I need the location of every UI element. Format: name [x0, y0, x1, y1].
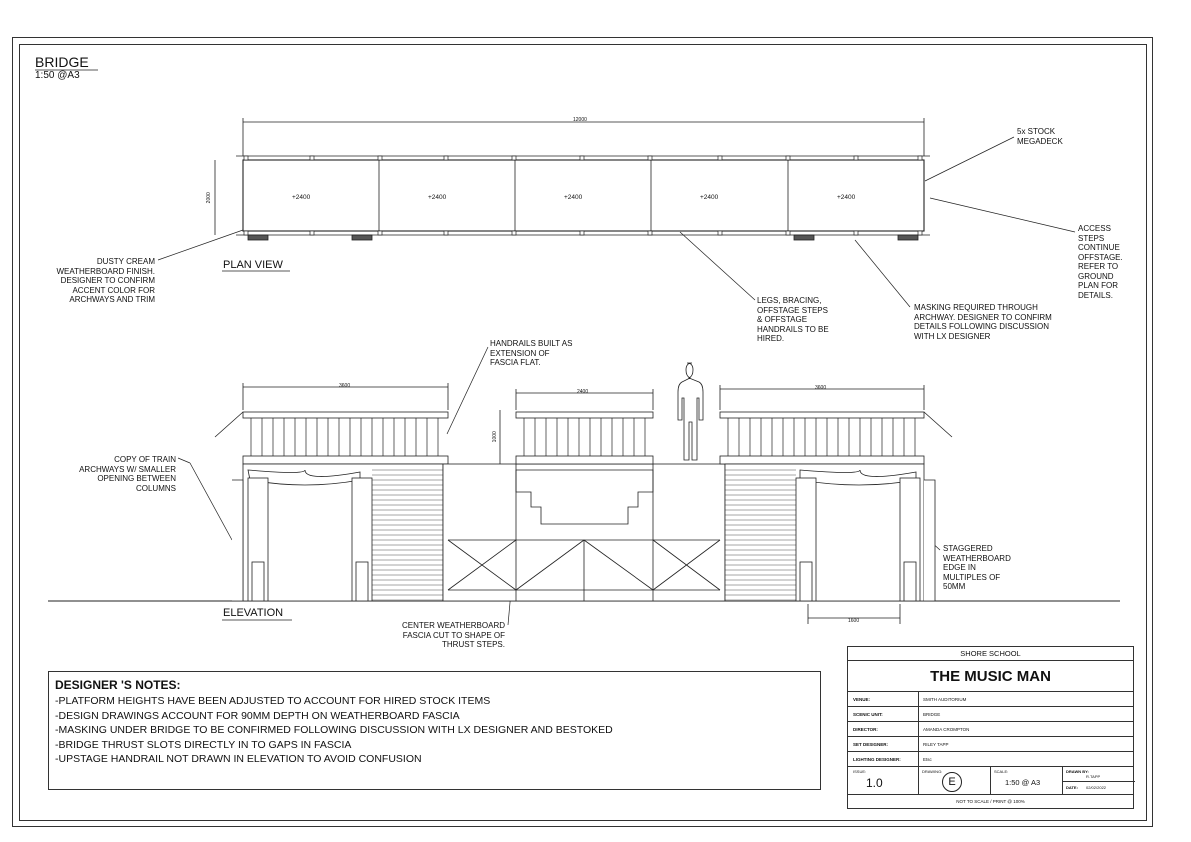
deck-1-label: +2400 — [292, 194, 311, 201]
elev-left-span-dim: 3600 — [339, 383, 351, 389]
elev-handrail-dim: 1000 — [491, 431, 498, 443]
tb-row-director: DIRECTOR: AMANDA CROMPTON — [848, 722, 1133, 737]
deck-2-label: +2400 — [428, 194, 447, 201]
note-line: -UPSTAGE HANDRAIL NOT DRAWN IN ELEVATION TO AVOID CONFUSION — [55, 753, 422, 766]
tb-row-lighting-designer: LIGHTING DESIGNER: Etsc — [848, 752, 1133, 767]
tb-row-set-designer: SET DESIGNER: RILEY TAPP — [848, 737, 1133, 752]
callout-megadeck: 5x STOCK MEGADECK — [1017, 127, 1063, 146]
callout-center-fascia: CENTER WEATHERBOARD FASCIA CUT TO SHAPE OF THRUST STEPS. — [402, 621, 505, 649]
elev-center-span-dim: 2400 — [577, 389, 589, 395]
deck-3-label: +2400 — [564, 194, 583, 201]
sheet-scale: 1:50 @A3 — [35, 70, 80, 81]
notes-title: DESIGNER 'S NOTES: — [55, 678, 181, 692]
callout-handrails: HANDRAILS BUILT AS EXTENSION OF FASCIA FLAT. — [490, 339, 573, 367]
plan-view-label: PLAN VIEW — [223, 259, 283, 271]
sheet-title: BRIDGE — [35, 54, 89, 70]
deck-5-label: +2400 — [837, 194, 856, 201]
title-block — [847, 646, 1134, 809]
note-line: -BRIDGE THRUST SLOTS DIRECTLY IN TO GAPS IN FASCIA — [55, 738, 352, 751]
show-title: THE MUSIC MAN — [848, 661, 1133, 692]
callout-legs: LEGS, BRACING, OFFSTAGE STEPS & OFFSTAGE HANDRAILS TO BE HIRED. — [757, 296, 829, 343]
note-line: -PLATFORM HEIGHTS HAVE BEEN ADJUSTED TO ACCOUNT FOR HIRED STOCK ITEMS — [55, 695, 491, 707]
callout-archways: COPY OF TRAIN ARCHWAYS W/ SMALLER OPENING BETWEEN COLUMNS — [79, 455, 176, 493]
plan-depth-dim: 2000 — [205, 192, 212, 204]
human-figure — [678, 363, 703, 460]
designer-notes — [48, 671, 821, 790]
elevation-label: ELEVATION — [223, 607, 284, 619]
callout-access-steps: ACCESS STEPS CONTINUE OFFSTAGE. REFER TO GROUND PLAN FOR DETAILS. — [1078, 224, 1123, 300]
note-line: -MASKING UNDER BRIDGE TO BE CONFIRMED FOLLOWING DISCUSSION WITH LX DESIGNER AND BESTOKED — [55, 724, 613, 737]
plan-overall-dim: 12000 — [573, 117, 587, 123]
tb-issue-row: ISSUE: 1.0 DRAWING: E SCALE: 1:50 @ A3 DRAWN BY: R.TAPP DATE: 02/02/2022 — [848, 767, 1133, 795]
note-line: -DESIGN DRAWINGS ACCOUNT FOR 90MM DEPTH ON WEATHERBOARD FASCIA — [55, 709, 460, 722]
issue-number: 1.0 — [866, 776, 883, 790]
tb-row-scenic-unit: SCENIC UNIT: BRIDGE — [848, 707, 1133, 722]
elev-right-span-dim: 3600 — [815, 385, 827, 391]
elev-column-gap-dim: 1600 — [848, 618, 860, 624]
print-note: NOT TO SCALE / PRINT @ 100% — [956, 799, 1025, 804]
tb-row-venue: VENUE: SMITH AUDITORIUM — [848, 692, 1133, 707]
plan-deck-outline — [243, 160, 924, 231]
callout-weatherboard: DUSTY CREAM WEATHERBOARD FINISH. DESIGNER TO CONFIRM ACCENT COLOR FOR ARCHWAYS AND TRIM — [56, 257, 155, 304]
scale-value: 1:50 @ A3 — [1005, 778, 1041, 787]
callout-staggered: STAGGERED WEATHERBOARD EDGE IN MULTIPLES OF 50MM — [943, 544, 1011, 591]
callout-masking: MASKING REQUIRED THROUGH ARCHWAY. DESIGNER TO CONFIRM DETAILS FOLLOWING DISCUSSION WITH LX DESIGNER — [914, 303, 1052, 341]
school-name: SHORE SCHOOL — [848, 647, 1133, 661]
drawing-letter: E — [942, 772, 962, 792]
deck-4-label: +2400 — [700, 194, 719, 201]
